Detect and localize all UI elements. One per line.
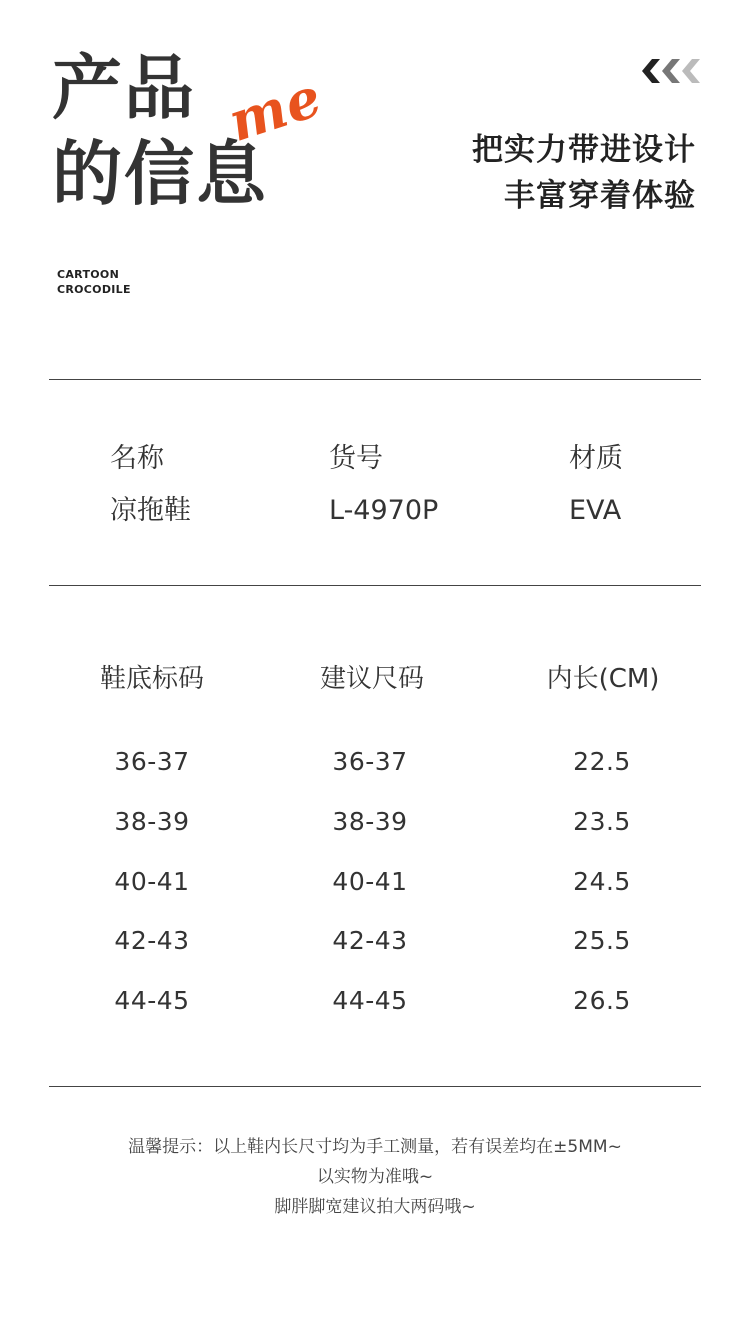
size-cell: 36-37 [332, 747, 408, 776]
size-cell: 22.5 [573, 747, 631, 776]
size-cell: 38-39 [114, 807, 190, 836]
notice-line2: 以实物为准哦~ [316, 1167, 434, 1187]
size-header-inner-length: 内长(CM) [546, 664, 660, 694]
size-cell: 25.5 [573, 926, 631, 955]
divider [49, 585, 701, 586]
size-cell: 24.5 [573, 867, 631, 896]
size-header-recommended: 建议尺码 [319, 664, 425, 694]
size-cell: 40-41 [114, 867, 190, 896]
size-cell: 36-37 [114, 747, 190, 776]
divider [49, 1086, 701, 1087]
page-title-line1: 产品 [52, 47, 196, 129]
brand-line1: CARTOON [57, 268, 120, 281]
info-label-material: 材质 [569, 443, 623, 474]
size-cell: 42-43 [332, 926, 408, 955]
divider [49, 379, 701, 380]
brand-line2: CROCODILE [57, 283, 131, 296]
info-label-sku: 货号 [329, 443, 383, 474]
size-cell: 26.5 [573, 986, 631, 1015]
info-label-name: 名称 [110, 443, 164, 474]
size-cell: 42-43 [114, 926, 190, 955]
slogan-line2: 丰富穿着体验 [504, 178, 696, 214]
page-title-line2: 的信息 [52, 133, 268, 215]
size-cell: 44-45 [332, 986, 408, 1015]
slogan-line1: 把实力带进设计 [472, 132, 696, 168]
notice-line3: 脚胖脚宽建议拍大两码哦~ [274, 1197, 476, 1217]
size-cell: 40-41 [332, 867, 408, 896]
size-cell: 44-45 [114, 986, 190, 1015]
notice-line1: 温馨提示：以上鞋内长尺寸均为手工测量，若有误差均在±5MM~ [128, 1137, 622, 1157]
size-header-sole: 鞋底标码 [99, 664, 205, 694]
triple-chevron-left-icon [642, 59, 700, 83]
info-value-material: EVA [569, 495, 622, 526]
size-cell: 23.5 [573, 807, 631, 836]
size-cell: 38-39 [332, 807, 408, 836]
info-value-name: 凉拖鞋 [110, 495, 191, 526]
info-value-sku: L-4970P [329, 495, 439, 526]
title-accent-script: me [220, 64, 330, 154]
